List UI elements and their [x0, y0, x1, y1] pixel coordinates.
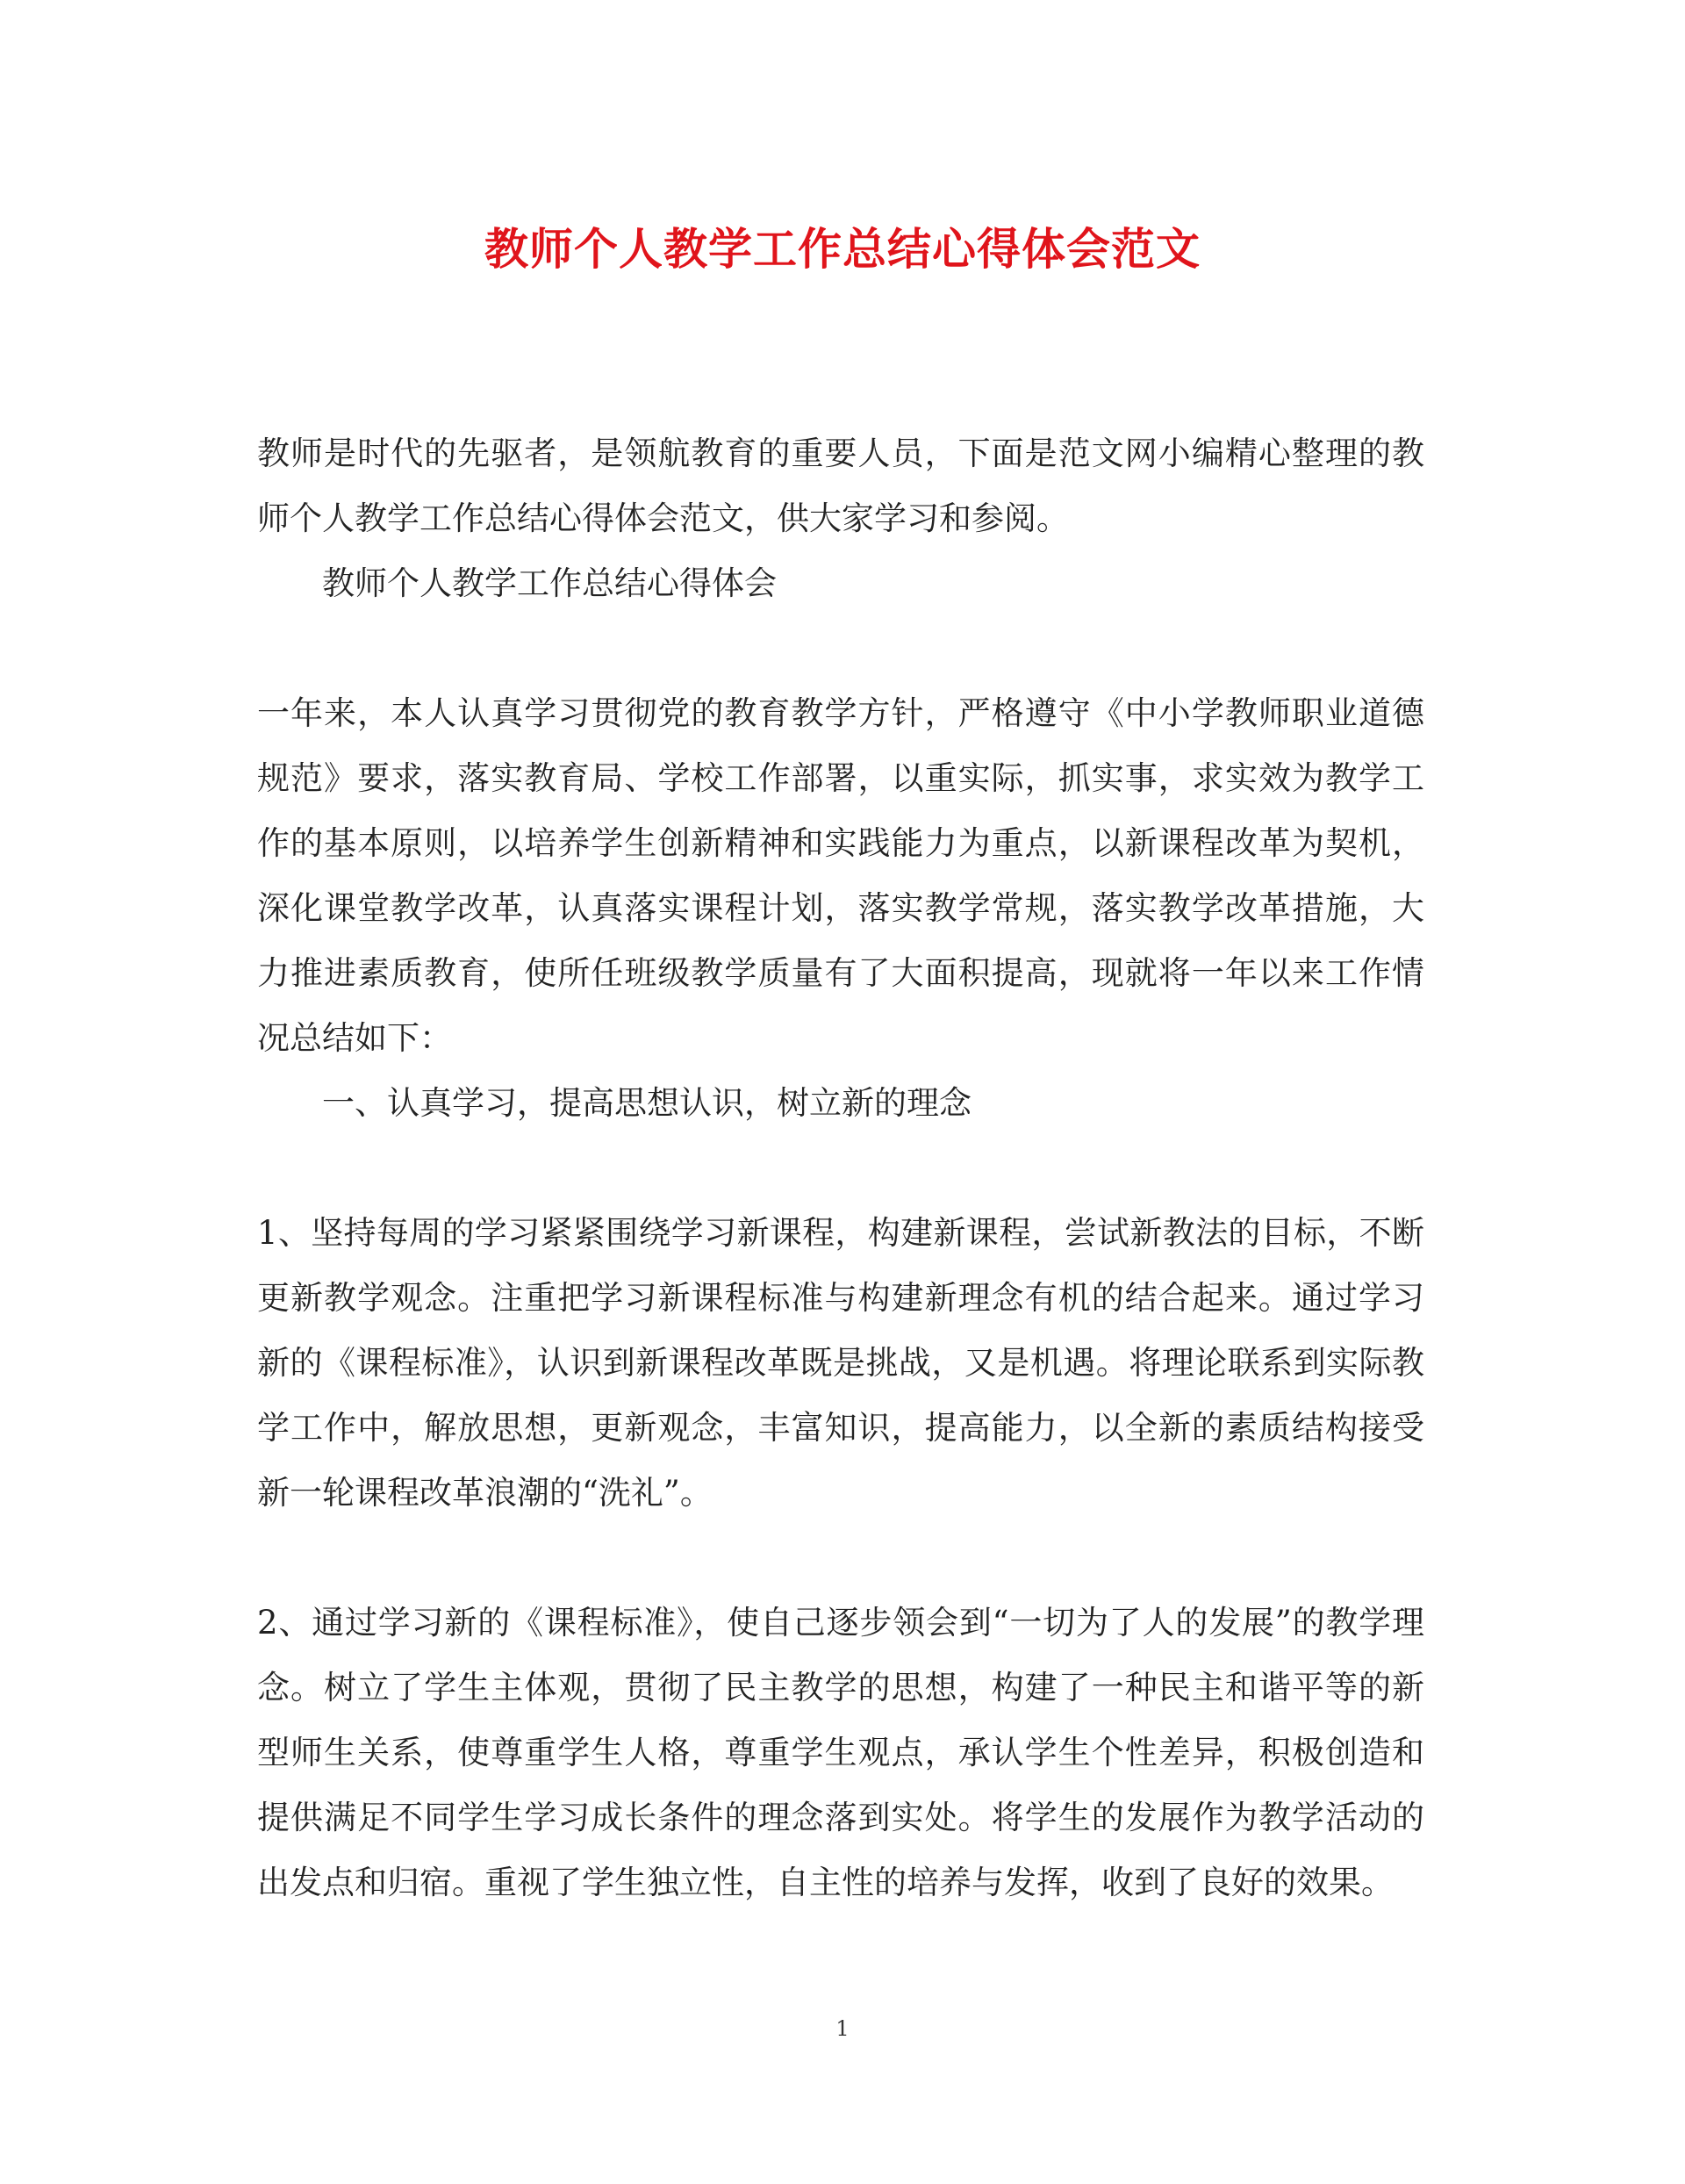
section-heading-block — [257, 1071, 1424, 1136]
page-number: 1 — [835, 2016, 850, 2041]
section-subheading: 教师个人教学工作总结心得体会 — [322, 564, 777, 602]
paragraph-intro: 教师是时代的先驱者，是领航教育的重要人员，下面是范文网小编精心整理的教师个人教学工作总结心得体会范文，供大家学习和参阅。 — [257, 435, 1424, 537]
subheading-block — [257, 551, 1424, 616]
section-heading-one: 一、认真学习，提高思想认识，树立新的理念 — [322, 1084, 972, 1122]
intro-paragraph — [257, 421, 1424, 551]
point-one-block — [257, 1201, 1424, 1526]
point-two-block — [257, 1591, 1424, 1915]
paragraph-point-one: 1、坚持每周的学习紧紧围绕学习新课程，构建新课程，尝试新教法的目标，不断更新教学观念。注重把学习新课程标准与构建新理念有机的结合起来。通过学习新的《课程标准》，认识到新课程改革既是挑战，又是机遇。将理论联系到实际教学工作中，解放思想，更新观念，丰富知识，提高能力，以全新的素质结构接受新一轮课程改革浪潮的“洗礼”。 — [257, 1214, 1424, 1512]
document-title: 教师个人教学工作总结心得体会范文 — [484, 223, 1201, 275]
summary-paragraph-block — [257, 681, 1424, 1071]
paragraph-summary: 一年来，本人认真学习贯彻党的教育教学方针，严格遵守《中小学教师职业道德规范》要求，落实教育局、学校工作部署，以重实际，抓实事，求实效为教学工作的基本原则，以培养学生创新精神和实践能力为重点，以新课程改革为契机，深化课堂教学改革，认真落实课程计划，落实教学常规，落实教学改革措施，大力推进素质教育，使所任班级教学质量有了大面积提高，现就将一年以来工作情况总结如下： — [257, 694, 1424, 1057]
paragraph-point-two: 2、通过学习新的《课程标准》，使自己逐步领会到“一切为了人的发展”的教学理念。树立了学生主体观，贯彻了民主教学的思想，构建了一种民主和谐平等的新型师生关系，使尊重学生人格，尊重学生观点，承认学生个性差异，积极创造和提供满足不同学生学习成长条件的理念落到实处。将学生的发展作为教学活动的出发点和归宿。重视了学生独立性，自主性的培养与发挥，收到了良好的效果。 — [257, 1604, 1424, 1901]
